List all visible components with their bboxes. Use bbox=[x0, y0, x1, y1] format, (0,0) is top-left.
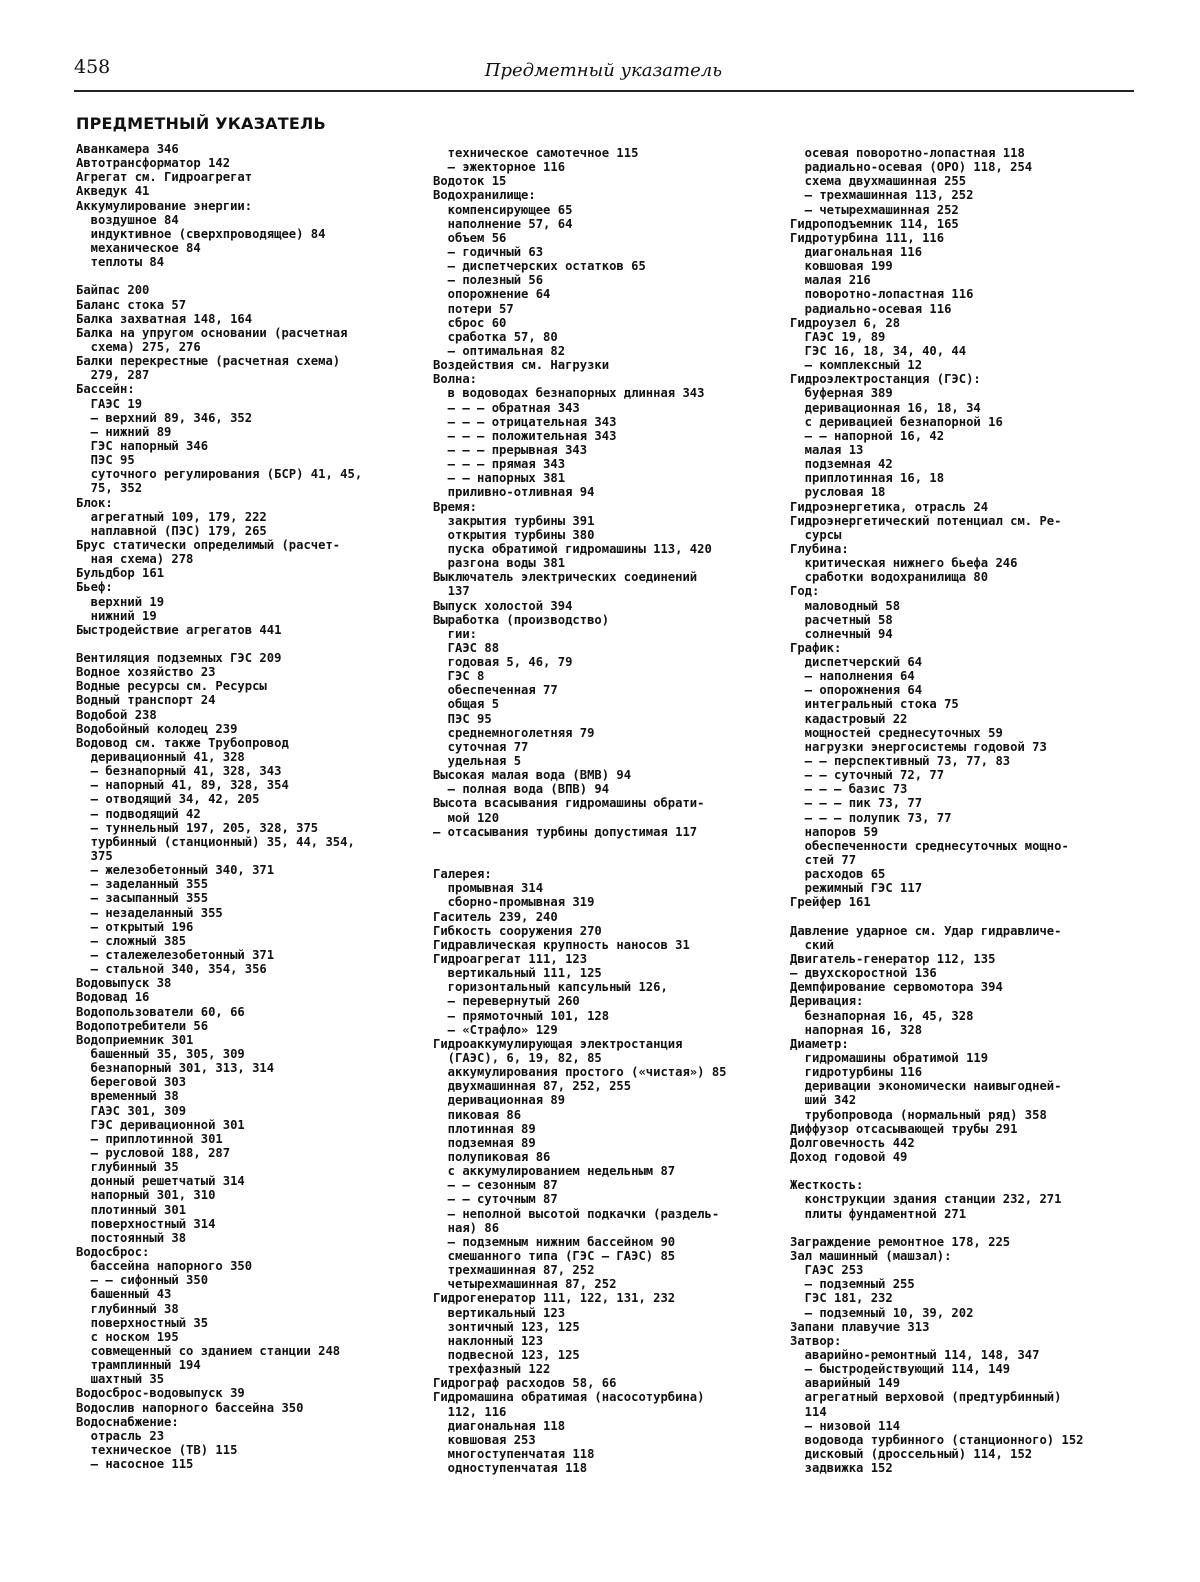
index-entry: подземная 42 bbox=[790, 457, 893, 472]
index-entry: деривации экономически наивыгодней- bbox=[790, 1079, 1062, 1094]
index-entry: разгона воды 381 bbox=[433, 556, 566, 571]
index-entry: Гидроаккумулирующая электростанция bbox=[433, 1036, 683, 1051]
index-entry: Гаситель 239, 240 bbox=[433, 909, 558, 924]
index-entry: маловодный 58 bbox=[790, 598, 901, 613]
index-entry: аккумулирования простого («чистая») 85 bbox=[433, 1065, 727, 1080]
index-entry: задвижка 152 bbox=[790, 1461, 893, 1476]
index-entry: водовода турбинного (станционного) 152 bbox=[790, 1432, 1084, 1447]
index-entry: — — сезонным 87 bbox=[433, 1178, 558, 1193]
index-entry: ГАЭС 19, 89 bbox=[790, 329, 886, 344]
index-entry: — напорный 41, 89, 328, 354 bbox=[76, 778, 289, 793]
index-entry: интегральный стока 75 bbox=[790, 697, 959, 712]
index-entry: шахтный 35 bbox=[76, 1372, 165, 1387]
index-entry: приплотинная 16, 18 bbox=[790, 471, 945, 486]
index-entry: диагональная 118 bbox=[433, 1418, 566, 1433]
index-entry: обеспеченная 77 bbox=[433, 683, 558, 698]
index-entry: годовая 5, 46, 79 bbox=[433, 655, 573, 670]
index-entry: Водовод см. также Трубопровод bbox=[76, 735, 289, 750]
index-entry: мощностей среднесуточных 59 bbox=[790, 725, 1003, 740]
index-entry: вертикальный 123 bbox=[433, 1305, 566, 1320]
index-entry: Водоток 15 bbox=[433, 174, 507, 189]
index-entry: ПЭС 95 bbox=[433, 711, 492, 726]
index-entry: плиты фундаментной 271 bbox=[790, 1206, 967, 1221]
index-entry: Время: bbox=[433, 499, 478, 514]
index-entry: ГАЭС 301, 309 bbox=[76, 1103, 187, 1118]
index-entry: плотинный 301 bbox=[76, 1202, 187, 1217]
index-entry: Заграждение ремонтное 178, 225 bbox=[790, 1234, 1011, 1249]
index-entry: — полная вода (ВПВ) 94 bbox=[433, 782, 610, 797]
index-entry: — — — полупик 73, 77 bbox=[790, 810, 952, 825]
index-entry: 75, 352 bbox=[76, 481, 143, 496]
index-entry: — незаделанный 355 bbox=[76, 905, 223, 920]
index-entry: Гидрограф расходов 58, 66 bbox=[433, 1376, 617, 1391]
page-header bbox=[74, 56, 1134, 92]
index-entry: Год: bbox=[790, 584, 820, 599]
index-entry: бассейна напорного 350 bbox=[76, 1259, 253, 1274]
index-entry: одноступенчатая 118 bbox=[433, 1461, 588, 1476]
index-entry: — — перспективный 73, 77, 83 bbox=[790, 754, 1011, 769]
index-entry: ГЭС 181, 232 bbox=[790, 1291, 893, 1306]
index-entry bbox=[433, 839, 777, 853]
index-entry: — подземный 255 bbox=[790, 1277, 915, 1292]
index-entry: наплавной (ПЭС) 179, 265 bbox=[76, 523, 267, 538]
index-entry: многоступенчатая 118 bbox=[433, 1446, 595, 1461]
index-entry: башенный 35, 305, 309 bbox=[76, 1047, 245, 1061]
index-entry: Вентиляция подземных ГЭС 209 bbox=[76, 651, 282, 666]
index-entry: ший 342 bbox=[790, 1093, 857, 1108]
index-entry: Водобой 238 bbox=[76, 707, 157, 722]
index-entry: — годичный 63 bbox=[433, 244, 544, 259]
index-entry: удельная 5 bbox=[433, 754, 522, 769]
index-entry: Автотрансформатор 142 bbox=[76, 156, 231, 171]
index-entry: вертикальный 111, 125 bbox=[433, 966, 602, 981]
index-entry: Бассейн: bbox=[76, 382, 135, 397]
index-entry: расчетный 58 bbox=[790, 612, 893, 627]
index-entry: режимный ГЭС 117 bbox=[790, 881, 923, 896]
index-entry: Балка на упругом основании (расчетная bbox=[76, 325, 348, 340]
index-entry: Гидрогенератор 111, 122, 131, 232 bbox=[433, 1291, 676, 1306]
index-entry: Запани плавучие 313 bbox=[790, 1319, 930, 1334]
index-entry: Водопотребители 56 bbox=[76, 1018, 209, 1033]
index-entry: — трехмашинная 113, 252 bbox=[790, 188, 974, 203]
index-entry: — полезный 56 bbox=[433, 273, 544, 288]
index-entry: безнапорный 301, 313, 314 bbox=[76, 1061, 275, 1076]
index-entry: — подземным нижним бассейном 90 bbox=[433, 1234, 676, 1249]
index-entry: График: bbox=[790, 640, 842, 655]
index-entry: Водосброс-водовыпуск 39 bbox=[76, 1386, 245, 1401]
index-entry: суточного регулирования (БСР) 41, 45, bbox=[76, 467, 363, 482]
index-entry: ГЭС напорный 346 bbox=[76, 438, 209, 453]
index-entry: Брус статически определимый (расчет- bbox=[76, 537, 341, 552]
index-entry: агрегатный 109, 179, 222 bbox=[76, 509, 267, 524]
index-entry: — комплексный 12 bbox=[790, 358, 923, 373]
index-entry: Байпас 200 bbox=[76, 283, 150, 298]
index-entry: объем 56 bbox=[433, 230, 507, 245]
index-entry: техническое (ТВ) 115 bbox=[76, 1442, 238, 1457]
index-entry: двухмашинная 87, 252, 255 bbox=[433, 1079, 632, 1094]
index-entry: опорожнение 64 bbox=[433, 287, 551, 302]
index-entry: — прямоточный 101, 128 bbox=[433, 1008, 610, 1023]
index-entry: кадастровый 22 bbox=[790, 711, 908, 726]
index-entry: с аккумулированием недельным 87 bbox=[433, 1164, 676, 1179]
index-entry: — засыпанный 355 bbox=[76, 891, 209, 906]
index-entry: Бьеф: bbox=[76, 580, 113, 595]
index-entry: береговой 303 bbox=[76, 1075, 187, 1090]
index-entry bbox=[433, 853, 777, 867]
index-entry: Агрегат см. Гидроагрегат bbox=[76, 170, 253, 185]
index-entry: ковшовая 199 bbox=[790, 259, 893, 274]
index-entry: закрытия турбины 391 bbox=[433, 513, 595, 528]
index-entry: гидромашины обратимой 119 bbox=[790, 1051, 989, 1065]
index-entry: — — — прямая 343 bbox=[433, 457, 566, 472]
index-entry: с носком 195 bbox=[76, 1329, 179, 1344]
index-entry: аварийный 149 bbox=[790, 1376, 901, 1391]
index-entry: Балки перекрестные (расчетная схема) bbox=[76, 354, 341, 369]
index-entry: 112, 116 bbox=[433, 1404, 507, 1419]
index-entry: сработки водохранилища 80 bbox=[790, 570, 989, 585]
index-entry: — отводящий 34, 42, 205 bbox=[76, 792, 260, 807]
index-entry: — подземный 10, 39, 202 bbox=[790, 1305, 974, 1320]
index-entry: Водослив напорного бассейна 350 bbox=[76, 1400, 304, 1415]
index-entry: солнечный 94 bbox=[790, 626, 893, 641]
index-entry: безнапорная 16, 45, 328 bbox=[790, 1008, 974, 1023]
page-number: 458 bbox=[74, 56, 111, 78]
index-entry: турбинный (станционный) 35, 44, 354, bbox=[76, 834, 355, 849]
index-entry: трамплинный 194 bbox=[76, 1358, 201, 1373]
index-entry: Долговечность 442 bbox=[790, 1135, 915, 1150]
index-entry: наклонный 123 bbox=[433, 1333, 544, 1348]
index-entry: — сложный 385 bbox=[76, 933, 187, 948]
index-entry: наполнение 57, 64 bbox=[433, 216, 573, 231]
index-entry: обеспеченности среднесуточных мощно- bbox=[790, 838, 1069, 853]
index-entry: — — напорных 381 bbox=[433, 471, 566, 486]
index-entry: Гидроузел 6, 28 bbox=[790, 315, 901, 330]
index-entry: приливно-отливная 94 bbox=[433, 485, 595, 500]
index-entry: — — суточный 72, 77 bbox=[790, 768, 945, 783]
index-entry: Водохранилище: bbox=[433, 188, 536, 203]
index-entry: подземная 89 bbox=[433, 1135, 536, 1150]
index-entry: — — — прерывная 343 bbox=[433, 442, 588, 457]
index-entry: пиковая 86 bbox=[433, 1107, 522, 1122]
index-entry: агрегатный верховой (предтурбинный) bbox=[790, 1390, 1062, 1405]
index-entry: отрасль 23 bbox=[76, 1428, 165, 1443]
index-entry: ГЭС 8 bbox=[433, 669, 485, 684]
index-entry: четырехмашинная 87, 252 bbox=[433, 1277, 617, 1292]
index-entry bbox=[790, 1164, 1136, 1178]
index-entry: Водопользователи 60, 66 bbox=[76, 1004, 245, 1019]
index-entry: Грейфер 161 bbox=[790, 895, 871, 910]
index-entry: Выпуск холостой 394 bbox=[433, 598, 573, 613]
index-entry: — диспетчерских остатков 65 bbox=[433, 259, 646, 274]
index-entry bbox=[790, 1221, 1136, 1235]
index-entry: Аккумулирование энергии: bbox=[76, 198, 253, 213]
index-entry: схема двухмашинная 255 bbox=[790, 174, 967, 189]
index-entry: ГЭС 16, 18, 34, 40, 44 bbox=[790, 343, 967, 358]
index-entry: ная схема) 278 bbox=[76, 552, 194, 567]
index-entry: ГАЭС 253 bbox=[790, 1263, 864, 1278]
index-entry: напорный 301, 310 bbox=[76, 1188, 216, 1203]
index-entry: пуска обратимой гидромашины 113, 420 bbox=[433, 541, 712, 556]
index-entry: диагональная 116 bbox=[790, 244, 923, 259]
running-title: Предметный указатель bbox=[484, 60, 722, 81]
index-entry: — двухскоростной 136 bbox=[790, 966, 937, 981]
index-entry: ПЭС 95 bbox=[76, 453, 135, 468]
index-entry: — низовой 114 bbox=[790, 1418, 901, 1433]
index-entry: — заделанный 355 bbox=[76, 877, 209, 892]
index-entry: среднемноголетняя 79 bbox=[433, 725, 595, 740]
index-entry: — оптимальная 82 bbox=[433, 343, 566, 358]
index-entry: 375 bbox=[76, 849, 113, 864]
index-entry: глубинный 38 bbox=[76, 1301, 179, 1316]
index-entry: Гидроэлектростанция (ГЭС): bbox=[790, 372, 981, 387]
index-entry: индуктивное (сверхпроводящее) 84 bbox=[76, 226, 326, 241]
index-entry bbox=[76, 637, 416, 651]
index-entry: Воздействия см. Нагрузки bbox=[433, 358, 610, 373]
index-entry: нагрузки энергосистемы годовой 73 bbox=[790, 739, 1047, 754]
index-entry: подвесной 123, 125 bbox=[433, 1347, 580, 1362]
index-entry: Водные ресурсы см. Ресурсы bbox=[76, 679, 267, 694]
index-entry: механическое 84 bbox=[76, 240, 201, 255]
index-entry: Выработка (производство) bbox=[433, 612, 610, 627]
index-entry: дисковый (дроссельный) 114, 152 bbox=[790, 1446, 1033, 1461]
index-entry: плотинная 89 bbox=[433, 1121, 536, 1136]
index-entry: зонтичный 123, 125 bbox=[433, 1319, 580, 1334]
index-entry: осевая поворотно-лопастная 118 bbox=[790, 146, 1025, 160]
index-entry: Аванкамера 346 bbox=[76, 142, 179, 156]
index-entry: радиально-осевая 116 bbox=[790, 301, 952, 316]
index-entry: 114 bbox=[790, 1404, 827, 1419]
index-entry: — отсасывания турбины допустимая 117 bbox=[433, 824, 698, 839]
index-entry: — — сифонный 350 bbox=[76, 1273, 209, 1288]
index-entry: — железобетонный 340, 371 bbox=[76, 863, 275, 878]
index-entry: Высокая малая вода (ВМВ) 94 bbox=[433, 768, 632, 783]
index-entry: Водосброс: bbox=[76, 1244, 150, 1259]
index-entry: нижний 19 bbox=[76, 608, 157, 623]
index-entry: Глубина: bbox=[790, 541, 849, 556]
index-entry: диспетчерский 64 bbox=[790, 655, 923, 670]
index-entry: техническое самотечное 115 bbox=[433, 146, 639, 160]
index-entry: Галерея: bbox=[433, 867, 492, 882]
index-entry: — нижний 89 bbox=[76, 424, 172, 439]
index-entry: — безнапорный 41, 328, 343 bbox=[76, 764, 282, 779]
index-entry: Водоприемник 301 bbox=[76, 1032, 194, 1047]
index-entry: Высота всасывания гидромашины обрати- bbox=[433, 796, 705, 811]
index-entry: напоров 59 bbox=[790, 824, 879, 839]
index-entry: Акведук 41 bbox=[76, 184, 150, 199]
index-column-2 bbox=[433, 146, 777, 1475]
index-entry: Баланс стока 57 bbox=[76, 297, 187, 312]
index-entry: Гидравлическая крупность наносов 31 bbox=[433, 937, 690, 952]
index-entry: Гидроподъемник 114, 165 bbox=[790, 216, 959, 231]
index-entry: башенный 43 bbox=[76, 1287, 172, 1302]
index-entry: сработка 57, 80 bbox=[433, 329, 558, 344]
index-entry: Гидротурбина 111, 116 bbox=[790, 230, 945, 245]
index-entry: напорная 16, 328 bbox=[790, 1022, 923, 1037]
index-entry: — — — пик 73, 77 bbox=[790, 796, 923, 811]
index-entry: Жесткость: bbox=[790, 1178, 864, 1193]
index-entry: верхний 19 bbox=[76, 594, 165, 609]
index-entry: ная) 86 bbox=[433, 1220, 500, 1235]
index-entry: деривационная 89 bbox=[433, 1093, 566, 1108]
index-entry: Водоснабжение: bbox=[76, 1414, 179, 1429]
index-entry: русловая 18 bbox=[790, 485, 886, 500]
index-entry: горизонтальный капсульный 126, bbox=[433, 980, 668, 995]
index-entry: трубопровода (нормальный ряд) 358 bbox=[790, 1107, 1047, 1122]
index-column-3 bbox=[790, 146, 1136, 1475]
index-entry: общая 5 bbox=[433, 697, 500, 712]
index-entry: буферная 389 bbox=[790, 386, 893, 401]
index-entry: — — — отрицательная 343 bbox=[433, 414, 617, 429]
index-entry: — открытый 196 bbox=[76, 919, 194, 934]
index-entry: Доход годовой 49 bbox=[790, 1149, 908, 1164]
index-entry: — «Страфло» 129 bbox=[433, 1022, 558, 1037]
index-entry: — туннельный 197, 205, 328, 375 bbox=[76, 820, 319, 835]
index-entry: смешанного типа (ГЭС — ГАЭС) 85 bbox=[433, 1248, 676, 1263]
index-entry: деривационный 41, 328 bbox=[76, 750, 245, 765]
index-entry: малая 13 bbox=[790, 442, 864, 457]
index-entry: малая 216 bbox=[790, 273, 871, 288]
index-entry: поверхностный 314 bbox=[76, 1216, 216, 1231]
index-entry: стей 77 bbox=[790, 853, 857, 868]
index-entry: — четырехмашинная 252 bbox=[790, 202, 959, 217]
index-entry: Демпфирование сервомотора 394 bbox=[790, 980, 1003, 995]
index-entry: теплоты 84 bbox=[76, 255, 165, 270]
index-entry: сурсы bbox=[790, 527, 842, 542]
index-entry: Водовад 16 bbox=[76, 990, 150, 1005]
index-entry: ГЭС деривационной 301 bbox=[76, 1117, 245, 1132]
index-entry: Водный транспорт 24 bbox=[76, 693, 216, 708]
index-entry: (ГАЭС), 6, 19, 82, 85 bbox=[433, 1051, 602, 1065]
index-entry: — наполнения 64 bbox=[790, 669, 915, 684]
index-entry: воздушное 84 bbox=[76, 212, 179, 227]
index-entry: — насосное 115 bbox=[76, 1457, 194, 1472]
index-entry: — перевернутый 260 bbox=[433, 994, 580, 1009]
index-entry: Быстродействие агрегатов 441 bbox=[76, 622, 282, 637]
index-entry: ский bbox=[790, 937, 835, 952]
index-entry: Водобойный колодец 239 bbox=[76, 721, 238, 736]
index-entry: Затвор: bbox=[790, 1333, 842, 1348]
index-entry: аварийно-ремонтный 114, 148, 347 bbox=[790, 1347, 1040, 1362]
index-entry: Балка захватная 148, 164 bbox=[76, 311, 253, 326]
index-entry: 137 bbox=[433, 584, 470, 599]
index-entry: — сталежелезобетонный 371 bbox=[76, 948, 275, 963]
index-title: ПРЕДМЕТНЫЙ УКАЗАТЕЛЬ bbox=[76, 114, 326, 133]
index-entry: Зал машинный (машзал): bbox=[790, 1248, 952, 1263]
index-entry: донный решетчатый 314 bbox=[76, 1174, 245, 1189]
index-entry: суточная 77 bbox=[433, 739, 529, 754]
index-entry: конструкции здания станции 232, 271 bbox=[790, 1192, 1062, 1207]
index-entry: Диффузор отсасывающей трубы 291 bbox=[790, 1121, 1018, 1136]
index-entry: Гидроэнергетический потенциал см. Ре- bbox=[790, 513, 1062, 528]
index-entry: поворотно-лопастная 116 bbox=[790, 287, 974, 302]
index-entry: полупиковая 86 bbox=[433, 1149, 551, 1164]
index-entry: Водное хозяйство 23 bbox=[76, 665, 216, 680]
index-entry: открытия турбины 380 bbox=[433, 527, 595, 542]
index-entry: — — суточным 87 bbox=[433, 1192, 558, 1207]
index-entry: — эжекторное 116 bbox=[433, 160, 566, 175]
index-entry: радиально-осевая (ОРО) 118, 254 bbox=[790, 160, 1033, 175]
index-entry: мой 120 bbox=[433, 810, 500, 825]
index-entry: — — — базис 73 bbox=[790, 782, 908, 797]
index-entry: Диаметр: bbox=[790, 1036, 849, 1051]
index-entry: Деривация: bbox=[790, 994, 864, 1009]
index-entry: временный 38 bbox=[76, 1089, 179, 1104]
index-entry: — — — обратная 343 bbox=[433, 400, 580, 415]
index-entry: Выключатель электрических соединений bbox=[433, 570, 698, 585]
index-entry: совмещенный со зданием станции 248 bbox=[76, 1343, 341, 1358]
index-entry: Волна: bbox=[433, 372, 478, 387]
index-entry: — стальной 340, 354, 356 bbox=[76, 962, 267, 977]
index-entry bbox=[76, 269, 416, 283]
index-entry: — неполной высотой подкачки (раздель- bbox=[433, 1206, 720, 1221]
index-entry: Гидроагрегат 111, 123 bbox=[433, 952, 588, 967]
index-entry: Бульдбор 161 bbox=[76, 566, 165, 581]
index-entry: — быстродействующий 114, 149 bbox=[790, 1362, 1011, 1377]
index-entry: — верхний 89, 346, 352 bbox=[76, 410, 253, 425]
index-entry: — русловой 188, 287 bbox=[76, 1145, 231, 1160]
index-entry bbox=[790, 910, 1136, 924]
index-entry: расходов 65 bbox=[790, 867, 886, 882]
index-entry: — опорожнения 64 bbox=[790, 683, 923, 698]
index-entry: трехмашинная 87, 252 bbox=[433, 1263, 595, 1278]
index-entry: компенсирующее 65 bbox=[433, 202, 573, 217]
index-entry: Двигатель-генератор 112, 135 bbox=[790, 952, 996, 967]
index-entry: Блок: bbox=[76, 495, 113, 510]
index-entry: потери 57 bbox=[433, 301, 514, 316]
index-entry: ГАЭС 88 bbox=[433, 640, 500, 655]
index-entry: — приплотинной 301 bbox=[76, 1131, 223, 1146]
index-entry: Водовыпуск 38 bbox=[76, 976, 172, 991]
index-entry: Гибкость сооружения 270 bbox=[433, 923, 602, 938]
index-entry: трехфазный 122 bbox=[433, 1362, 551, 1377]
index-entry: промывная 314 bbox=[433, 881, 544, 896]
index-entry: Гидроэнергетика, отрасль 24 bbox=[790, 499, 989, 514]
index-entry: поверхностный 35 bbox=[76, 1315, 209, 1330]
index-entry: сборно-промывная 319 bbox=[433, 895, 595, 910]
index-entry: постоянный 38 bbox=[76, 1230, 187, 1245]
index-entry: в водоводах безнапорных длинная 343 bbox=[433, 386, 705, 401]
index-entry: — подводящий 42 bbox=[76, 806, 201, 821]
index-entry: — — напорной 16, 42 bbox=[790, 428, 945, 443]
index-entry: сброс 60 bbox=[433, 315, 507, 330]
index-entry: Гидромашина обратимая (насосотурбина) bbox=[433, 1390, 705, 1405]
index-entry: деривационная 16, 18, 34 bbox=[790, 400, 981, 415]
index-entry: глубинный 35 bbox=[76, 1160, 179, 1175]
index-entry: гии: bbox=[433, 626, 478, 641]
index-column-1 bbox=[76, 142, 416, 1471]
index-entry: — — — положительная 343 bbox=[433, 428, 617, 443]
index-entry: ГАЭС 19 bbox=[76, 396, 143, 411]
index-entry: 279, 287 bbox=[76, 368, 150, 383]
index-entry: гидротурбины 116 bbox=[790, 1065, 923, 1080]
index-entry: ковшовая 253 bbox=[433, 1432, 536, 1447]
index-entry: Давление ударное см. Удар гидравличе- bbox=[790, 923, 1062, 938]
index-entry: схема) 275, 276 bbox=[76, 339, 201, 354]
index-entry: критическая нижнего бьефа 246 bbox=[790, 556, 1018, 571]
index-entry: с деривацией безнапорной 16 bbox=[790, 414, 1003, 429]
